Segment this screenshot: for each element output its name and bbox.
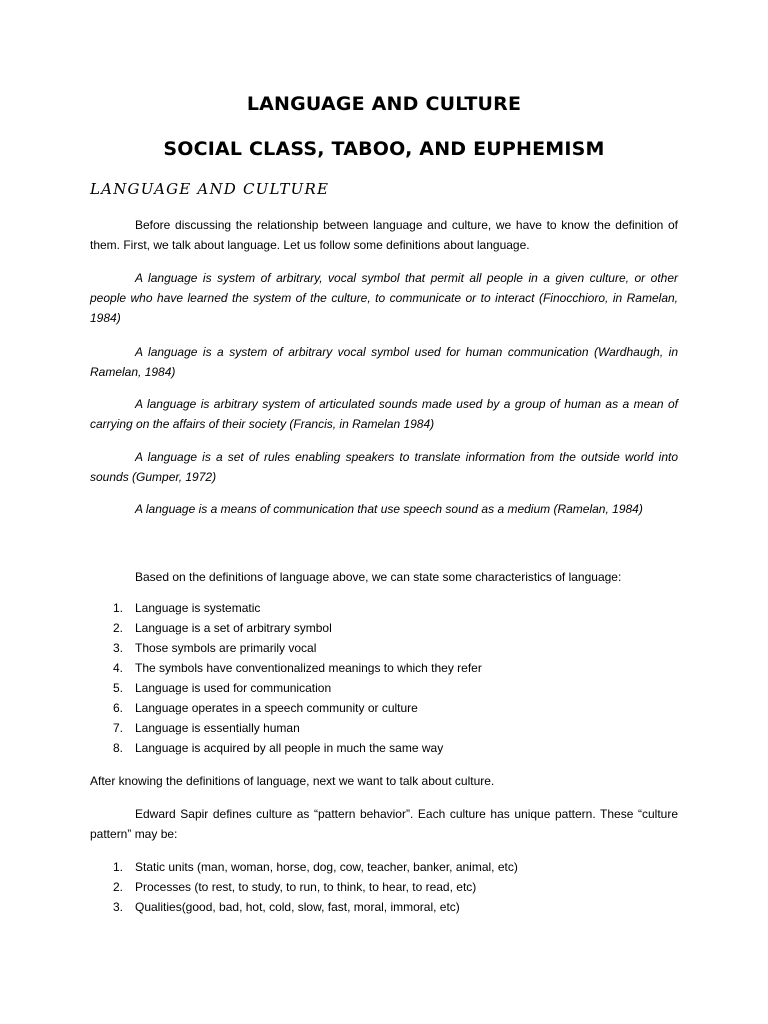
list-item bbox=[90, 738, 678, 758]
sapir-paragraph: Edward Sapir defines culture as “pattern behavior”. Each culture has unique pattern. These “culture pattern” may be: bbox=[90, 807, 678, 841]
definition-paragraph: A language is a set of rules enabling speakers to translate information from the outside world into sounds (Gumper, 1972) bbox=[90, 450, 678, 484]
list-item-text: Those symbols are primarily vocal bbox=[135, 641, 317, 655]
list-number: 1. bbox=[113, 601, 124, 615]
list-item bbox=[90, 658, 678, 678]
list-number: 5. bbox=[113, 681, 124, 695]
list-item bbox=[90, 598, 678, 618]
list-item bbox=[90, 897, 678, 917]
list-number: 2. bbox=[113, 880, 124, 894]
list-item bbox=[90, 698, 678, 718]
characteristics-list bbox=[90, 598, 678, 758]
section-heading: LANGUAGE AND CULTURE bbox=[90, 180, 330, 198]
list-number: 2. bbox=[113, 621, 124, 635]
list-item bbox=[90, 638, 678, 658]
definition-paragraph: A language is arbitrary system of articulated sounds made used by a group of human as a mean of carrying on the affairs of their society (Francis, in Ramelan 1984) bbox=[90, 397, 678, 431]
list-item-text: Language is essentially human bbox=[135, 721, 300, 735]
culture-transition: After knowing the definitions of language, next we want to talk about culture. bbox=[90, 774, 495, 788]
list-item bbox=[90, 678, 678, 698]
culture-patterns-list bbox=[90, 857, 678, 917]
list-item-text: Language is systematic bbox=[135, 601, 261, 615]
list-item-text: Qualities(good, bad, hot, cold, slow, fast, moral, immoral, etc) bbox=[135, 900, 460, 914]
list-number: 1. bbox=[113, 860, 124, 874]
list-number: 3. bbox=[113, 900, 124, 914]
list-item bbox=[90, 877, 678, 897]
intro-paragraph: Before discussing the relationship between language and culture, we have to know the definition of them. First, we talk about language. Let us follow some definitions about language. bbox=[90, 218, 678, 252]
list-item-text: The symbols have conventionalized meanings to which they refer bbox=[135, 661, 482, 675]
list-item bbox=[90, 618, 678, 638]
list-item-text: Language is acquired by all people in much the same way bbox=[135, 741, 444, 755]
list-item-text: Language is a set of arbitrary symbol bbox=[135, 621, 332, 635]
list-item-text: Language is used for communication bbox=[135, 681, 332, 695]
document-subtitle: SOCIAL CLASS, TABOO, AND EUPHEMISM bbox=[163, 138, 605, 160]
definition-paragraph: A language is a system of arbitrary vocal symbol used for human communication (Wardhaugh, in Ramelan, 1984) bbox=[90, 345, 678, 379]
list-number: 7. bbox=[113, 721, 124, 735]
list-number: 6. bbox=[113, 701, 124, 715]
characteristics-intro: Based on the definitions of language above, we can state some characteristics of language: bbox=[135, 570, 622, 584]
document-title: LANGUAGE AND CULTURE bbox=[246, 93, 522, 115]
definition-paragraph: A language is a means of communication that use speech sound as a medium (Ramelan, 1984) bbox=[135, 502, 643, 516]
list-item bbox=[90, 857, 678, 877]
list-number: 4. bbox=[113, 661, 124, 675]
list-number: 3. bbox=[113, 641, 124, 655]
list-item-text: Static units (man, woman, horse, dog, cow, teacher, banker, animal, etc) bbox=[135, 860, 518, 874]
list-item-text: Processes (to rest, to study, to run, to think, to hear, to read, etc) bbox=[135, 880, 477, 894]
list-item bbox=[90, 718, 678, 738]
list-item-text: Language operates in a speech community or culture bbox=[135, 701, 418, 715]
definition-paragraph: A language is system of arbitrary, vocal symbol that permit all people in a given culture, or other people who have learned the system of the culture, to communicate or to interact (Finocchioro, in Ramelan, 1984) bbox=[90, 271, 678, 325]
list-number: 8. bbox=[113, 741, 124, 755]
